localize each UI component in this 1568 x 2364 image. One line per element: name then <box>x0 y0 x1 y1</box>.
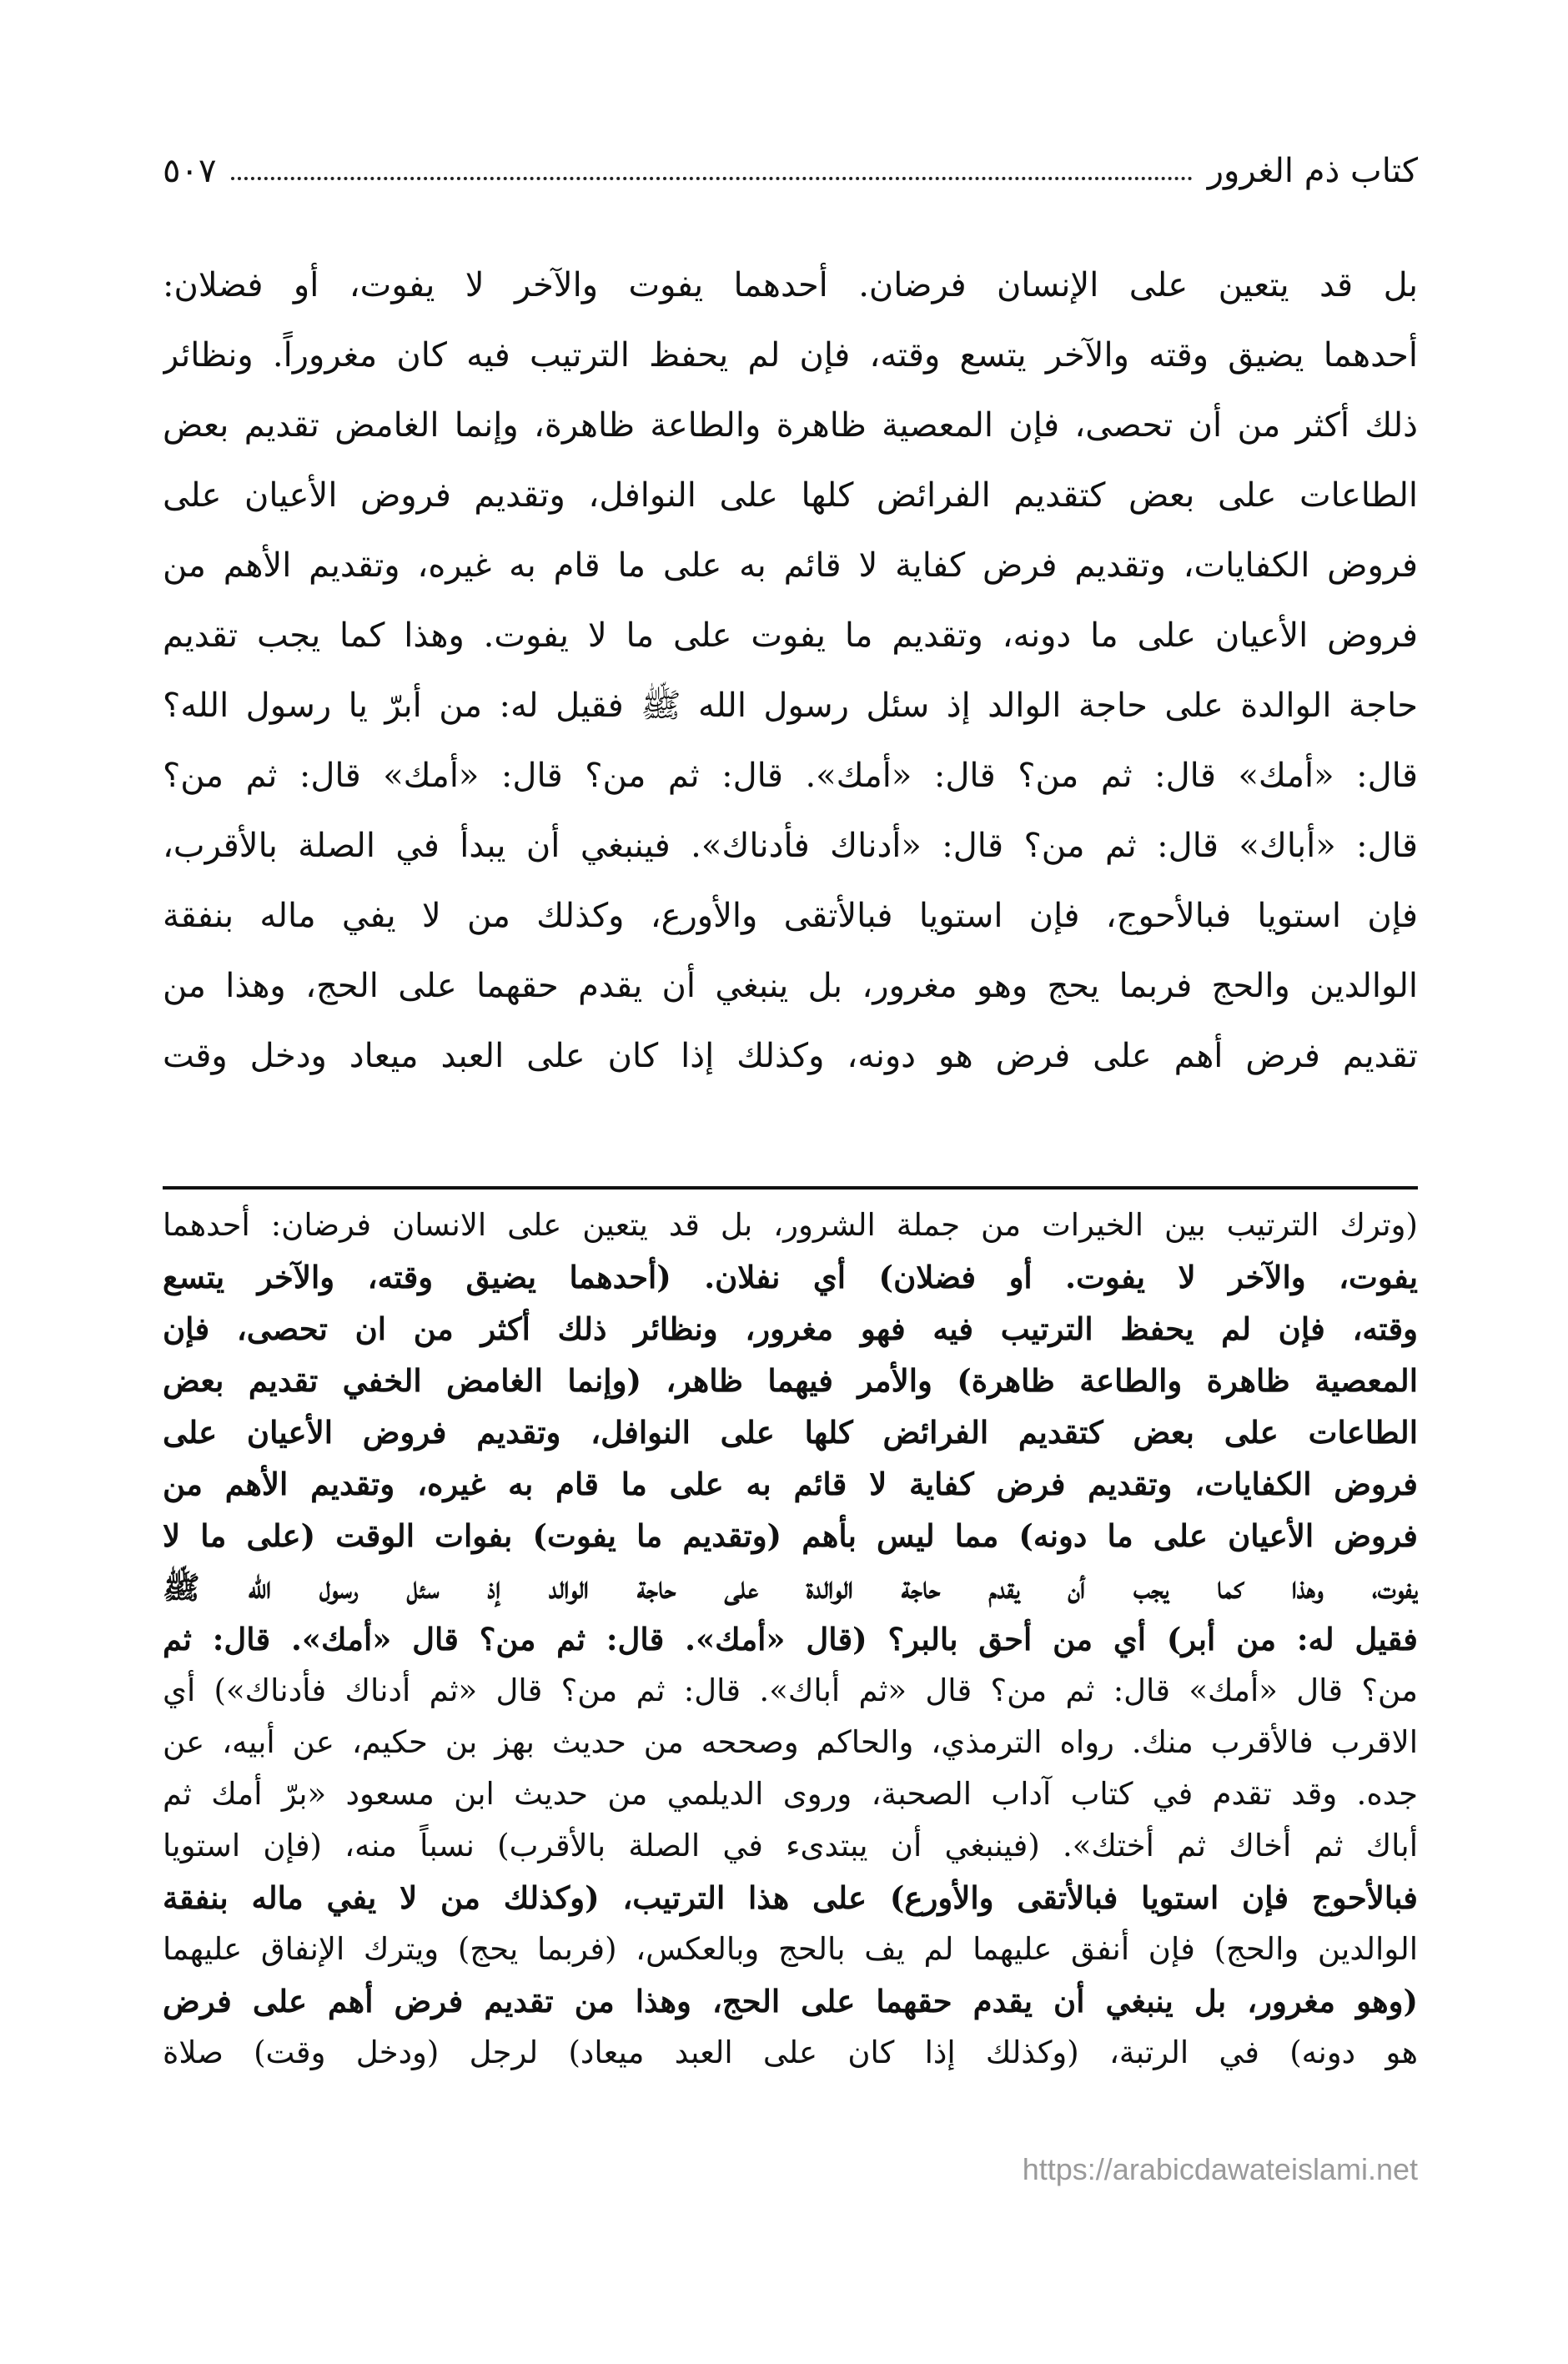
commentary-line: فبالأحوج فإن استويا فبالأتقى والأورع) على هذا الترتيب، (وكذلك من لا يفي ماله بنفقة <box>163 1879 1418 1916</box>
main-text-line: الطاعات على بعض كتقديم الفرائض كلها على النوافل، وتقديم فروض الأعيان على <box>163 476 1418 515</box>
main-text-line: قال: «أمك» قال: ثم من؟ قال: «أمك». قال: ثم من؟ قال: «أمك» قال: ثم من؟ <box>163 757 1418 795</box>
commentary-line: هو دونه) في الرتبة، (وكذلك إذا كان على العبد ميعاد) لرجل (ودخل وقت) صلاة <box>163 2035 1418 2070</box>
footnote-separator <box>163 1186 1418 1190</box>
watermark-url: https://arabicdawateislami.net <box>1022 2152 1418 2186</box>
running-header <box>163 142 1418 200</box>
main-text-line: الوالدين والحج فربما يحج وهو مغرور، بل ينبغي أن يقدم حقهما على الحج، وهذا من <box>163 967 1418 1005</box>
commentary-line: يفوت، والآخر لا يفوت. أو فضلان) أي نفلان. (أحدهما يضيق وقته، والآخر يتسع <box>163 1259 1418 1295</box>
commentary-line: من؟ قال «أمك» قال: ثم من؟ قال «ثم أباك». قال: ثم من؟ قال «ثم أدناك فأدناك») أي <box>163 1672 1418 1708</box>
commentary-line: الاقرب فالأقرب منك. رواه الترمذي، والحاكم وصححه من حديث بهز بن حكيم، عن أبيه، عن <box>163 1724 1418 1760</box>
commentary-line: يفوت، وهذا كما يجب أن يقدم حاجة الوالدة على حاجة الوالد إذ سئل رسول الله ﷺ <box>163 1569 1418 1606</box>
commentary-line: جده. وقد تقدم في كتاب آداب الصحبة، وروى الديلمي من حديث ابن مسعود «برّ أمك ثم <box>163 1776 1418 1812</box>
chapter-title: كتاب ذم الغرور <box>1207 152 1418 190</box>
commentary-line: المعصية ظاهرة والطاعة ظاهرة) والأمر فيهما ظاهر، (وإنما الغامض الخفي تقديم بعض <box>163 1362 1418 1399</box>
commentary-line: الوالدين والحج) فإن أنفق عليهما لم يف بالحج وبالعكس، (فربما يحج) ويترك الإنفاق عليهما <box>163 1931 1418 1967</box>
main-text-line: فروض الأعيان على ما دونه، وتقديم ما يفوت على ما لا يفوت. وهذا كما يجب تقديم <box>163 616 1418 655</box>
commentary-line: فروض الأعيان على ما دونه) مما ليس بأهم (وتقديم ما يفوت) بفوات الوقت (على ما لا <box>163 1517 1418 1554</box>
commentary-line: فقيل له: من أبر) أي من أحق بالبر؟ (قال «أمك». قال: ثم من؟ قال «أمك». قال: ثم <box>163 1621 1418 1657</box>
page-number: ٥٠٧ <box>163 152 217 190</box>
main-text <box>163 250 1418 1091</box>
main-text-line: فروض الكفايات، وتقديم فرض كفاية لا قائم به على ما قام به غيره، وتقديم الأهم من <box>163 546 1418 585</box>
commentary-text <box>163 1200 1418 2079</box>
commentary-line: وقته، فإن لم يحفظ الترتيب فيه فهو مغرور، ونظائر ذلك أكثر من ان تحصى، فإن <box>163 1310 1418 1347</box>
commentary-line: (وهو مغرور، بل ينبغي أن يقدم حقهما على الحج، وهذا من تقديم فرض أهم على فرض <box>163 1983 1418 2019</box>
main-text-line: ذلك أكثر من أن تحصى، فإن المعصية ظاهرة والطاعة ظاهرة، وإنما الغامض تقديم بعض <box>163 406 1418 445</box>
commentary-line: أباك ثم أخاك ثم أختك». (فينبغي أن يبتدىء في الصلة بالأقرب) نسباً منه، (فإن استويا <box>163 1828 1418 1864</box>
main-text-line: بل قد يتعين على الإنسان فرضان. أحدهما يفوت والآخر لا يفوت، أو فضلان: <box>163 266 1418 304</box>
commentary-line: فروض الكفايات، وتقديم فرض كفاية لا قائم به على ما قام به غيره، وتقديم الأهم من <box>163 1466 1418 1502</box>
main-text-line: تقديم فرض أهم على فرض هو دونه، وكذلك إذا كان على العبد ميعاد ودخل وقت <box>163 1037 1418 1075</box>
main-text-line: فإن استويا فبالأحوج، فإن استويا فبالأتقى والأورع، وكذلك من لا يفي ماله بنفقة <box>163 897 1418 935</box>
main-text-line: حاجة الوالدة على حاجة الوالد إذ سئل رسول الله ﷺ فقيل له: من أبرّ يا رسول الله؟ <box>163 687 1418 725</box>
main-text-line: أحدهما يضيق وقته والآخر يتسع وقته، فإن لم يحفظ الترتيب فيه كان مغروراً. ونظائر <box>163 336 1418 375</box>
commentary-line: الطاعات على بعض كتقديم الفرائض كلها على النوافل، وتقديم فروض الأعيان على <box>163 1414 1418 1451</box>
main-text-line: قال: «أباك» قال: ثم من؟ قال: «أدناك فأدناك». فينبغي أن يبدأ في الصلة بالأقرب، <box>163 827 1418 865</box>
dotted-leader <box>231 177 1192 180</box>
commentary-line: (وترك الترتيب بين الخيرات من جملة الشرور، بل قد يتعين على الانسان فرضان: أحدهما <box>163 1207 1418 1243</box>
